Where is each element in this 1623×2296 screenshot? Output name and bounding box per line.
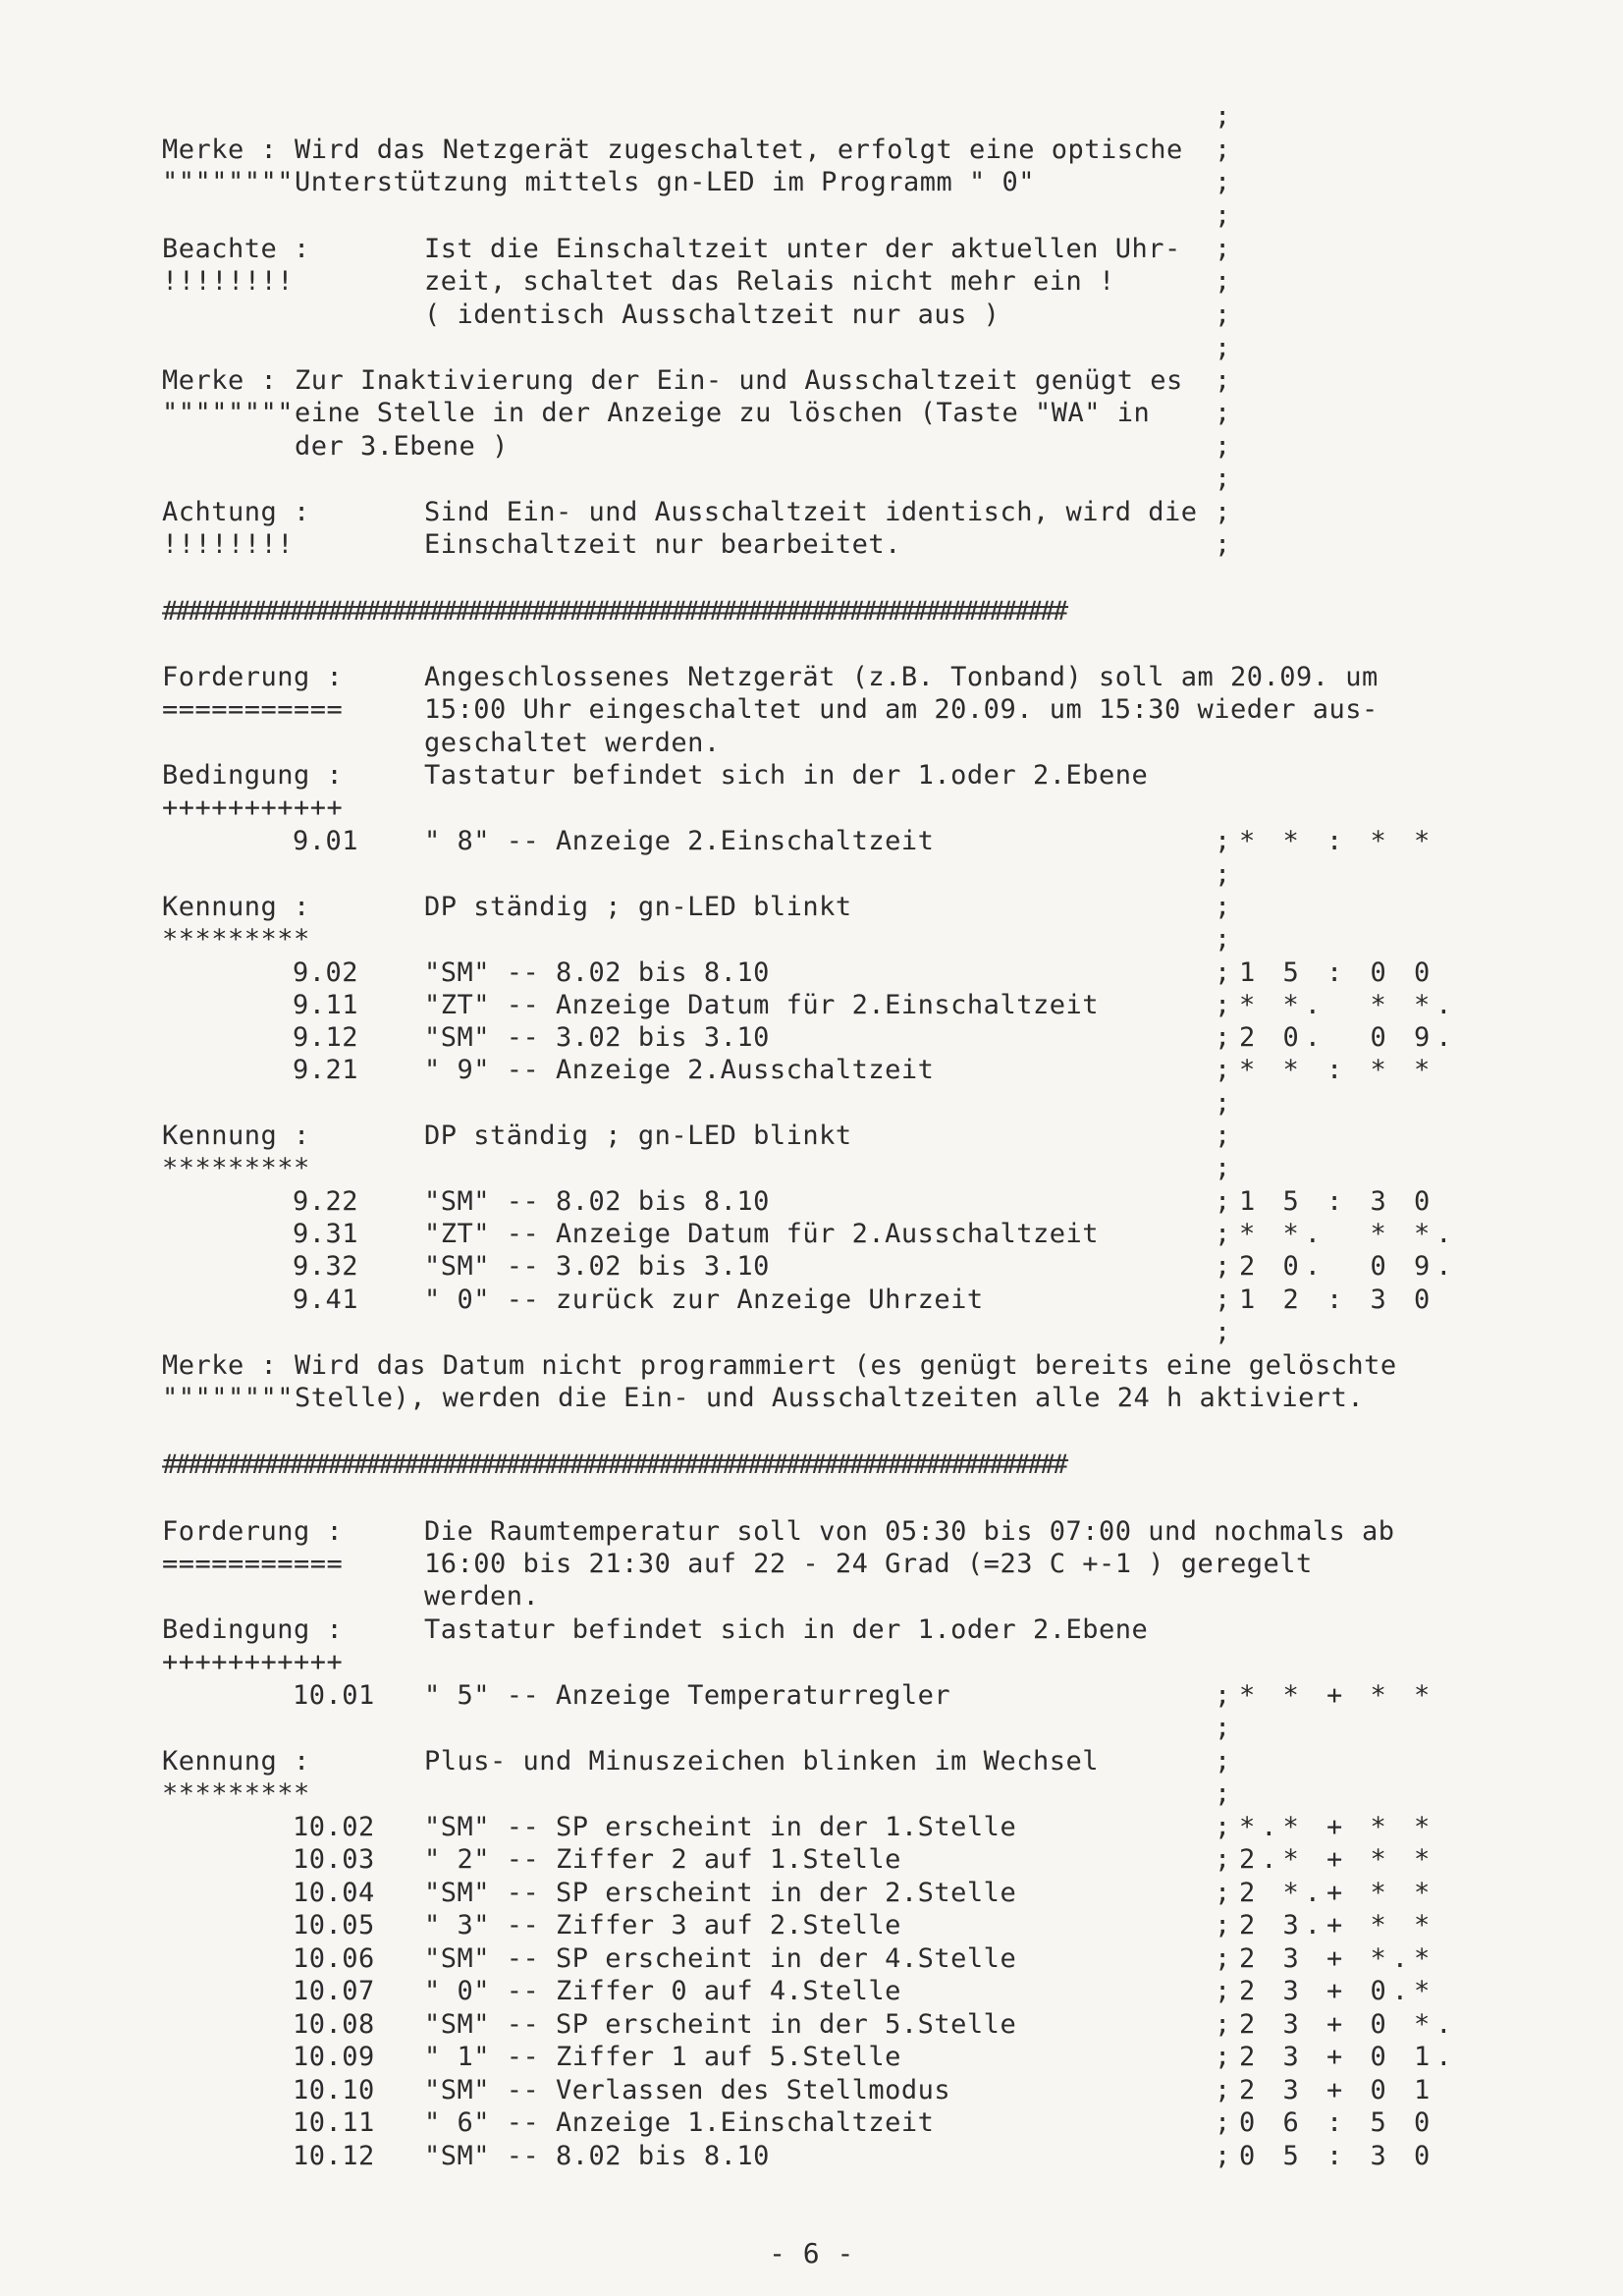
step-number: 10.08 (293, 2009, 375, 2040)
forderung-label: Forderung : (162, 1516, 344, 1547)
semicolon: ; (1215, 1219, 1231, 1249)
step-number: 9.41 (293, 1285, 359, 1315)
forderung-text: Die Raumtemperatur soll von 05:30 bis 07:00 und nochmals ab (424, 1516, 1395, 1547)
bedingung-underline: +++++++++++ (162, 793, 344, 823)
display-value: 2 3 + 0.* (1239, 1976, 1436, 2006)
semicolon: ; (1215, 529, 1231, 560)
step-command: " 0" -- Ziffer 0 auf 4.Stelle (424, 1976, 901, 2006)
step-number: 9.32 (293, 1251, 359, 1282)
forderung-label: Forderung : (162, 662, 344, 692)
step-number: 9.22 (293, 1186, 359, 1217)
separator-line: ####################################################################### (162, 596, 1065, 627)
note-text: zeit, schaltet das Relais nicht mehr ein ! (424, 266, 1115, 297)
semicolon: ; (1215, 1812, 1231, 1842)
step-number: 10.10 (293, 2075, 375, 2105)
bedingung-text: Tastatur befindet sich in der 1.oder 2.Ebene (424, 760, 1149, 791)
semicolon: ; (1215, 135, 1231, 165)
semicolon: ; (1215, 2075, 1231, 2105)
step-command: "SM" -- SP erscheint in der 2.Stelle (424, 1878, 1017, 1908)
bedingung-label: Bedingung : (162, 760, 344, 791)
semicolon: ; (1215, 1878, 1231, 1908)
step-number: 10.12 (293, 2141, 375, 2171)
step-number: 9.02 (293, 957, 359, 988)
bedingung-text: Tastatur befindet sich in der 1.oder 2.Ebene (424, 1614, 1149, 1645)
display-value: 1 5 : 3 0 (1239, 1186, 1436, 1217)
step-command: "SM" -- SP erscheint in der 5.Stelle (424, 2009, 1017, 2040)
step-command: "SM" -- 3.02 bis 3.10 (424, 1022, 770, 1053)
display-value: 0 6 : 5 0 (1239, 2107, 1436, 2138)
step-number: 10.11 (293, 2107, 375, 2138)
forderung-text: geschaltet werden. (424, 728, 721, 758)
display-value: * * : * * (1239, 826, 1436, 856)
step-number: 10.05 (293, 1910, 375, 1941)
semicolon: ; (1215, 1153, 1231, 1183)
semicolon: ; (1215, 1844, 1231, 1875)
note-underline: !!!!!!!! (162, 529, 295, 560)
kennung-underline: ********* (162, 1778, 310, 1809)
merke-text: Stelle), werden die Ein- und Ausschaltzeiten alle 24 h aktiviert. (295, 1383, 1365, 1413)
display-value: * *. * *. (1239, 1219, 1458, 1249)
note-underline: !!!!!!!! (162, 266, 295, 297)
semicolon: ; (1215, 333, 1231, 363)
semicolon: ; (1215, 1976, 1231, 2006)
merke-underline: """""""" (162, 1383, 295, 1413)
semicolon: ; (1215, 859, 1231, 890)
semicolon: ; (1215, 1910, 1231, 1941)
note-underline: """""""" (162, 398, 295, 428)
kennung-text: DP ständig ; gn-LED blinkt (424, 1121, 852, 1151)
note-label: Achtung : (162, 497, 310, 527)
note-label: Merke : (162, 365, 278, 396)
semicolon: ; (1215, 990, 1231, 1020)
semicolon: ; (1215, 101, 1231, 132)
semicolon: ; (1215, 1285, 1231, 1315)
step-command: "SM" -- SP erscheint in der 4.Stelle (424, 1943, 1017, 1974)
semicolon: ; (1215, 826, 1231, 856)
note-text: Unterstützung mittels gn-LED im Programm " 0" (295, 167, 1035, 197)
display-value: * * + * * (1239, 1680, 1436, 1711)
forderung-underline: =========== (162, 694, 344, 725)
semicolon: ; (1215, 1680, 1231, 1711)
step-command: "SM" -- Verlassen des Stellmodus (424, 2075, 951, 2105)
display-value: 2 0. 0 9. (1239, 1022, 1458, 1053)
note-text: Ist die Einschaltzeit unter der aktuellen Uhr- (424, 234, 1181, 264)
display-value: 2 3.+ * * (1239, 1910, 1436, 1941)
step-command: "ZT" -- Anzeige Datum für 2.Einschaltzeit (424, 990, 1099, 1020)
step-command: " 0" -- zurück zur Anzeige Uhrzeit (424, 1285, 984, 1315)
display-value: 0 5 : 3 0 (1239, 2141, 1436, 2171)
step-number: 9.31 (293, 1219, 359, 1249)
semicolon: ; (1215, 1121, 1231, 1151)
step-number: 9.11 (293, 990, 359, 1020)
step-command: "SM" -- 8.02 bis 8.10 (424, 957, 770, 988)
kennung-text: Plus- und Minuszeichen blinken im Wechsel (424, 1746, 1099, 1777)
step-number: 10.02 (293, 1812, 375, 1842)
page-number: - 6 - (769, 2237, 854, 2269)
semicolon: ; (1215, 497, 1231, 527)
semicolon: ; (1215, 957, 1231, 988)
step-command: "SM" -- SP erscheint in der 1.Stelle (424, 1812, 1017, 1842)
semicolon: ; (1215, 431, 1231, 462)
note-text: Sind Ein- und Ausschaltzeit identisch, wird die (424, 497, 1198, 527)
semicolon: ; (1215, 365, 1231, 396)
semicolon: ; (1215, 1186, 1231, 1217)
note-text: ( identisch Ausschaltzeit nur aus ) (424, 300, 1001, 330)
semicolon: ; (1215, 2141, 1231, 2171)
semicolon: ; (1215, 1055, 1231, 1085)
semicolon: ; (1215, 1317, 1231, 1347)
note-text: Zur Inaktivierung der Ein- und Ausschaltzeit genügt es (295, 365, 1183, 396)
semicolon: ; (1215, 1778, 1231, 1809)
display-value: 2 3 + 0 *. (1239, 2009, 1458, 2040)
semicolon: ; (1215, 398, 1231, 428)
forderung-text: Angeschlossenes Netzgerät (z.B. Tonband) soll am 20.09. um (424, 662, 1379, 692)
bedingung-underline: +++++++++++ (162, 1647, 344, 1677)
display-value: * * : * * (1239, 1055, 1436, 1085)
kennung-text: DP ständig ; gn-LED blinkt (424, 892, 852, 922)
note-text: Einschaltzeit nur bearbeitet. (424, 529, 901, 560)
display-value: 2.* + * * (1239, 1844, 1436, 1875)
semicolon: ; (1215, 464, 1231, 494)
semicolon: ; (1215, 2107, 1231, 2138)
kennung-underline: ********* (162, 1153, 310, 1183)
display-value: * *. * *. (1239, 990, 1458, 1020)
display-value: 2 3 + 0 1. (1239, 2042, 1458, 2072)
forderung-text: 15:00 Uhr eingeschaltet und am 20.09. um 15:30 wieder aus- (424, 694, 1379, 725)
step-command: " 1" -- Ziffer 1 auf 5.Stelle (424, 2042, 901, 2072)
display-value: 2 3 + *.* (1239, 1943, 1436, 1974)
semicolon: ; (1215, 1088, 1231, 1119)
semicolon: ; (1215, 892, 1231, 922)
step-number: 10.07 (293, 1976, 375, 2006)
note-label: Merke : (162, 135, 278, 165)
merke-text: Wird das Datum nicht programmiert (es genügt bereits eine gelöschte (295, 1350, 1397, 1381)
step-command: " 2" -- Ziffer 2 auf 1.Stelle (424, 1844, 901, 1875)
kennung-label: Kennung : (162, 1121, 310, 1151)
step-number: 10.06 (293, 1943, 375, 1974)
semicolon: ; (1215, 924, 1231, 955)
step-number: 9.01 (293, 826, 359, 856)
note-text: der 3.Ebene ) (295, 431, 509, 462)
forderung-text: 16:00 bis 21:30 auf 22 - 24 Grad (=23 C +-1 ) geregelt (424, 1549, 1313, 1579)
separator-line: ####################################################################### (162, 1449, 1065, 1480)
step-number: 10.03 (293, 1844, 375, 1875)
step-command: "ZT" -- Anzeige Datum für 2.Ausschaltzeit (424, 1219, 1099, 1249)
bedingung-label: Bedingung : (162, 1614, 344, 1645)
step-command: "SM" -- 3.02 bis 3.10 (424, 1251, 770, 1282)
step-command: " 5" -- Anzeige Temperaturregler (424, 1680, 951, 1711)
step-number: 10.01 (293, 1680, 375, 1711)
merke-label: Merke : (162, 1350, 278, 1381)
semicolon: ; (1215, 200, 1231, 231)
step-number: 9.21 (293, 1055, 359, 1085)
step-number: 9.12 (293, 1022, 359, 1053)
display-value: 1 5 : 0 0 (1239, 957, 1436, 988)
step-command: " 8" -- Anzeige 2.Einschaltzeit (424, 826, 935, 856)
step-command: "SM" -- 8.02 bis 8.10 (424, 1186, 770, 1217)
display-value: 2 0. 0 9. (1239, 1251, 1458, 1282)
display-value: 1 2 : 3 0 (1239, 1285, 1436, 1315)
semicolon: ; (1215, 1713, 1231, 1743)
kennung-label: Kennung : (162, 892, 310, 922)
display-value: *.* + * * (1239, 1812, 1436, 1842)
note-text: eine Stelle in der Anzeige zu löschen (Taste "WA" in (295, 398, 1151, 428)
note-label: Beachte : (162, 234, 310, 264)
semicolon: ; (1215, 167, 1231, 197)
semicolon: ; (1215, 300, 1231, 330)
step-command: " 6" -- Anzeige 1.Einschaltzeit (424, 2107, 935, 2138)
step-command: " 9" -- Anzeige 2.Ausschaltzeit (424, 1055, 935, 1085)
semicolon: ; (1215, 266, 1231, 297)
display-value: 2 *.+ * * (1239, 1878, 1436, 1908)
display-value: 2 3 + 0 1 (1239, 2075, 1436, 2105)
forderung-underline: =========== (162, 1549, 344, 1579)
note-underline: """""""" (162, 167, 295, 197)
semicolon: ; (1215, 1746, 1231, 1777)
semicolon: ; (1215, 2009, 1231, 2040)
step-number: 10.04 (293, 1878, 375, 1908)
step-command: " 3" -- Ziffer 3 auf 2.Stelle (424, 1910, 901, 1941)
semicolon: ; (1215, 2042, 1231, 2072)
forderung-text: werden. (424, 1581, 540, 1612)
semicolon: ; (1215, 1251, 1231, 1282)
step-number: 10.09 (293, 2042, 375, 2072)
semicolon: ; (1215, 1022, 1231, 1053)
semicolon: ; (1215, 234, 1231, 264)
note-text: Wird das Netzgerät zugeschaltet, erfolgt eine optische (295, 135, 1183, 165)
semicolon: ; (1215, 1943, 1231, 1974)
step-command: "SM" -- 8.02 bis 8.10 (424, 2141, 770, 2171)
kennung-underline: ********* (162, 924, 310, 955)
kennung-label: Kennung : (162, 1746, 310, 1777)
